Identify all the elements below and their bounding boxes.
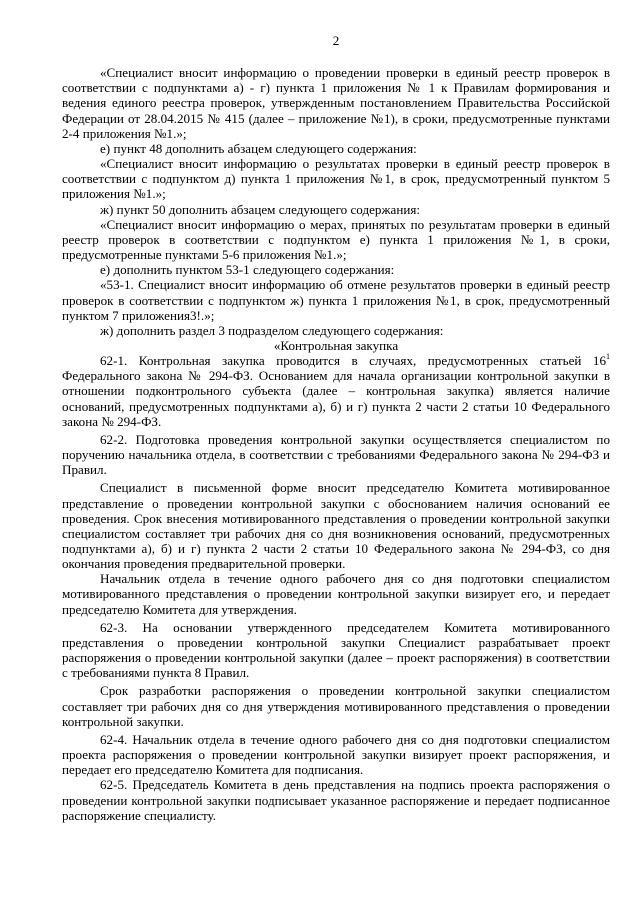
- paragraph-62-1-text: 62-1. Контрольная закупка проводится в случаях, предусмотренных статьей 16: [100, 353, 606, 369]
- paragraph-check-results: «Специалист вносит информацию о результатах проверки в единый реестр проверок в соответствии с подпунктом д) пункта 1 приложения №1, в срок, предусмотренный пунктом 5 приложения №1.»;: [62, 156, 610, 202]
- paragraph-62-4: 62-4. Начальник отдела в течение одного рабочего дня со дня подготовки специалистом проекта распоряжения о проведении контрольной закупки визирует проект распоряжения, и передает его председателю Комитета для подписания.: [62, 731, 610, 778]
- paragraph-62-1: [62, 353, 610, 429]
- paragraph-check-info: «Специалист вносит информацию о проведении проверки в единый реестр проверок в соответствии с подпунктами а) - г) пункта 1 приложения № 1 к Правилам формирования и ведения единого реестра проверок, утвержденным постановлением Правительства Российской Федерации от 28.04.2015 № 415 (далее – приложение №1), в сроки, предусмотренные пунктами 2-4 приложения №1.»;: [62, 65, 610, 141]
- section-heading: «Контрольная закупка: [273, 337, 399, 353]
- paragraph-62-1-continuation: Федерального закона № 294-ФЗ. Основанием для начала организации контрольной закупки в отношении подконтрольного субъекта (далее – контрольная закупка) является наличие оснований, предусмотренных подпунктами а), б) и г) пункта 2 части 2 статьи 10 Федерального закона № 294-ФЗ.: [62, 368, 610, 429]
- page-number: 2: [332, 33, 340, 48]
- paragraph-section-3-intro: ж) дополнить раздел 3 подразделом следующего содержания:: [100, 322, 444, 338]
- paragraph-item-53-1: «53-1. Специалист вносит информацию об отмене результатов проверки в единый реестр проверок в соответствии с подпунктом ж) пункта 1 приложения №1, в срок, предусмотренный пунктом 7 приложения3!.»;: [62, 277, 610, 323]
- paragraph-62-3: 62-3. На основании утвержденного председателем Комитета мотивированного представления о проведении контрольной закупки Специалист разрабатывает проект распоряжения о проведении контрольной закупки (далее – проект распоряжения) в соответствии с требованиями пункта 8 Правил.: [62, 619, 610, 681]
- paragraph-62-2: 62-2. Подготовка проведения контрольной закупки осуществляется специалистом по поручению начальника отдела, в соответствии с требованиями Федерального закона № 294-ФЗ и Правил.: [62, 431, 610, 478]
- paragraph-head-approval: Начальник отдела в течение одного рабочего дня со дня подготовки специалистом мотивированного представления о проведении контрольной закупки визирует его, и передает председателю Комитета для утверждения.: [62, 571, 610, 617]
- paragraph-draft-deadline: Срок разработки распоряжения о проведении контрольной закупки специалистом составляет три рабочих дня со дня утверждения мотивированного представления о проведении контрольной закупки.: [62, 683, 610, 729]
- paragraph-item-48-intro: е) пункт 48 дополнить абзацем следующего содержания:: [100, 140, 417, 156]
- paragraph-item-53-1-intro: е) дополнить пунктом 53-1 следующего содержания:: [100, 262, 395, 278]
- paragraph-item-50-intro: ж) пункт 50 дополнить абзацем следующего содержания:: [100, 201, 421, 217]
- footnote-marker: 1: [606, 352, 610, 362]
- paragraph-check-measures: «Специалист вносит информацию о мерах, принятых по результатам проверки в единый реестр проверок в соответствии с подпунктом е) пункта 1 приложения №1, в сроки, предусмотренные пунктами 5-6 приложения №1.»;: [62, 216, 610, 263]
- document-page: [62, 33, 610, 823]
- paragraph-specialist-submission: Специалист в письменной форме вносит председателю Комитета мотивированное представление о проведении контрольной закупки с обоснованием наличия оснований ее проведения. Срок внесения мотивированного представления о проведении контрольной закупки специалистом составляет три рабочих дня со дня возникновения оснований, предусмотренных подпунктами а), б) и г) пункта 2 части 2 статьи 10 Федерального закона № 294-ФЗ, со дня окончания проведения предварительной проверки.: [62, 480, 610, 572]
- paragraph-62-5: 62-5. Председатель Комитета в день представления на подпись проекта распоряжения о проведении контрольной закупки подписывает указанное распоряжение и передает подписанное распоряжение специалисту.: [62, 777, 610, 823]
